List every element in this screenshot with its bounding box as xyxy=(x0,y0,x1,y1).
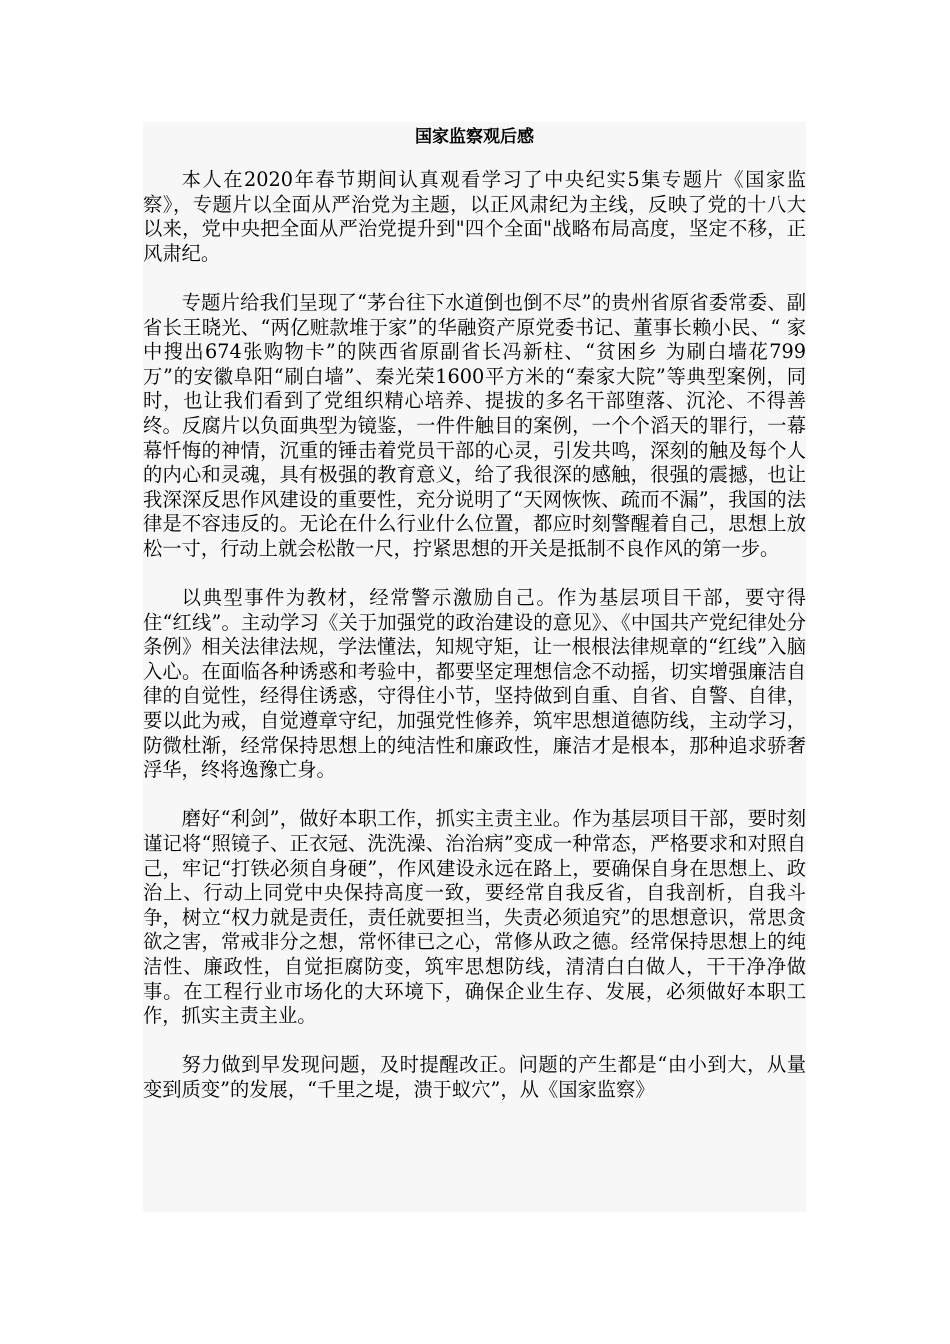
document-body xyxy=(143,122,806,1212)
paragraph-duty: 磨好“利剑”，做好本职工作，抓实主责主业。作为基层项目干部，要时刻谨记将“照镜子、正衣冠、洗洗澡、治治病”变成一种常态，严格要求和对照自己，牢记“打铁必须自身硬”，作风建设永远在路上，要确保自身在思想上、政治上、行动上同党中央保持高度一致，要经常自我反省，自我剖析，自我斗争，树立“权力就是责任，责任就要担当，失责必须追究”的思想意识，常思贪欲之害，常戒非分之想，常怀律已之心，常修从政之德。经常保持思想上的纯洁性、廉政性，自觉拒腐防变，筑牢思想防线，清清白白做人，干干净净做事。在工程行业市场化的大环境下，确保企业生存、发展，必须做好本职工作，抓实主责主业。 xyxy=(143,807,806,1028)
paragraph-early-detection: 努力做到早发现问题，及时提醒改正。问题的产生都是“由小到大，从量变到质变”的发展，“千里之堤，溃于蚁穴”，从《国家监察》 xyxy=(143,1053,806,1101)
paragraph-warning: 以典型事件为教材，经常警示激励自己。作为基层项目干部，要守得住“红线”。主动学习《关于加强党的政治建设的意见》、《中国共产党纪律处分条例》相关法律法规，学法懂法，知规守矩，让一根根法律规章的“红线”入脑入心。在面临各种诱惑和考验中，都要坚定理想信念不动摇，切实增强廉洁自律的自觉性，经得住诱惑，守得住小节，坚持做到自重、自省、自警、自律，要以此为戒，自觉遵章守纪，加强党性修养，筑牢思想道德防线，主动学习，防微杜渐，经常保持思想上的纯洁性和廉政性，廉洁才是根本，那种追求骄奢浮华，终将逸豫亡身。 xyxy=(143,586,806,782)
paragraph-cases: 专题片给我们呈现了“茅台往下水道倒也倒不尽”的贵州省原省委常委、副省长王晓光、“两亿赃款堆于家”的华融资产原党委书记、董事长赖小民、“ 家中搜出674张购物卡”的陕西省原副省长冯新柱、“贫困乡 为刷白墙花799万”的安徽阜阳“刷白墙”、秦光荣1600平方米的“秦家大院”等典型案例，同时，也让我们看到了党组织精心培养、提拔的多名干部堕落、沉沦、不得善终。反腐片以负面典型为镜鉴，一件件触目的案例，一个个滔天的罪行，一幕幕忏悔的神情，沉重的锤击着党员干部的心灵，引发共鸣，深刻的触及每个人的内心和灵魂，具有极强的教育意义，给了我很深的感触，很强的震撼，也让我深深反思作风建设的重要性，充分说明了“天网恢恢、疏而不漏”，我国的法律是不容违反的。无论在什么行业什么位置，都应时刻警醒着自己，思想上放松一寸，行动上就会松散一尺，拧紧思想的开关是抵制不良作风的第一步。 xyxy=(143,290,806,560)
paragraph-intro: 本人在2020年春节期间认真观看学习了中央纪实5集专题片《国家监察》，专题片以全面从严治党为主题，以正风肃纪为主线，反映了党的十八大以来，党中央把全面从严治党提升到"四个全面"战略布局高度，坚定不移，正风肃纪。 xyxy=(143,168,806,265)
document-title: 国家监察观后感 xyxy=(415,127,534,147)
